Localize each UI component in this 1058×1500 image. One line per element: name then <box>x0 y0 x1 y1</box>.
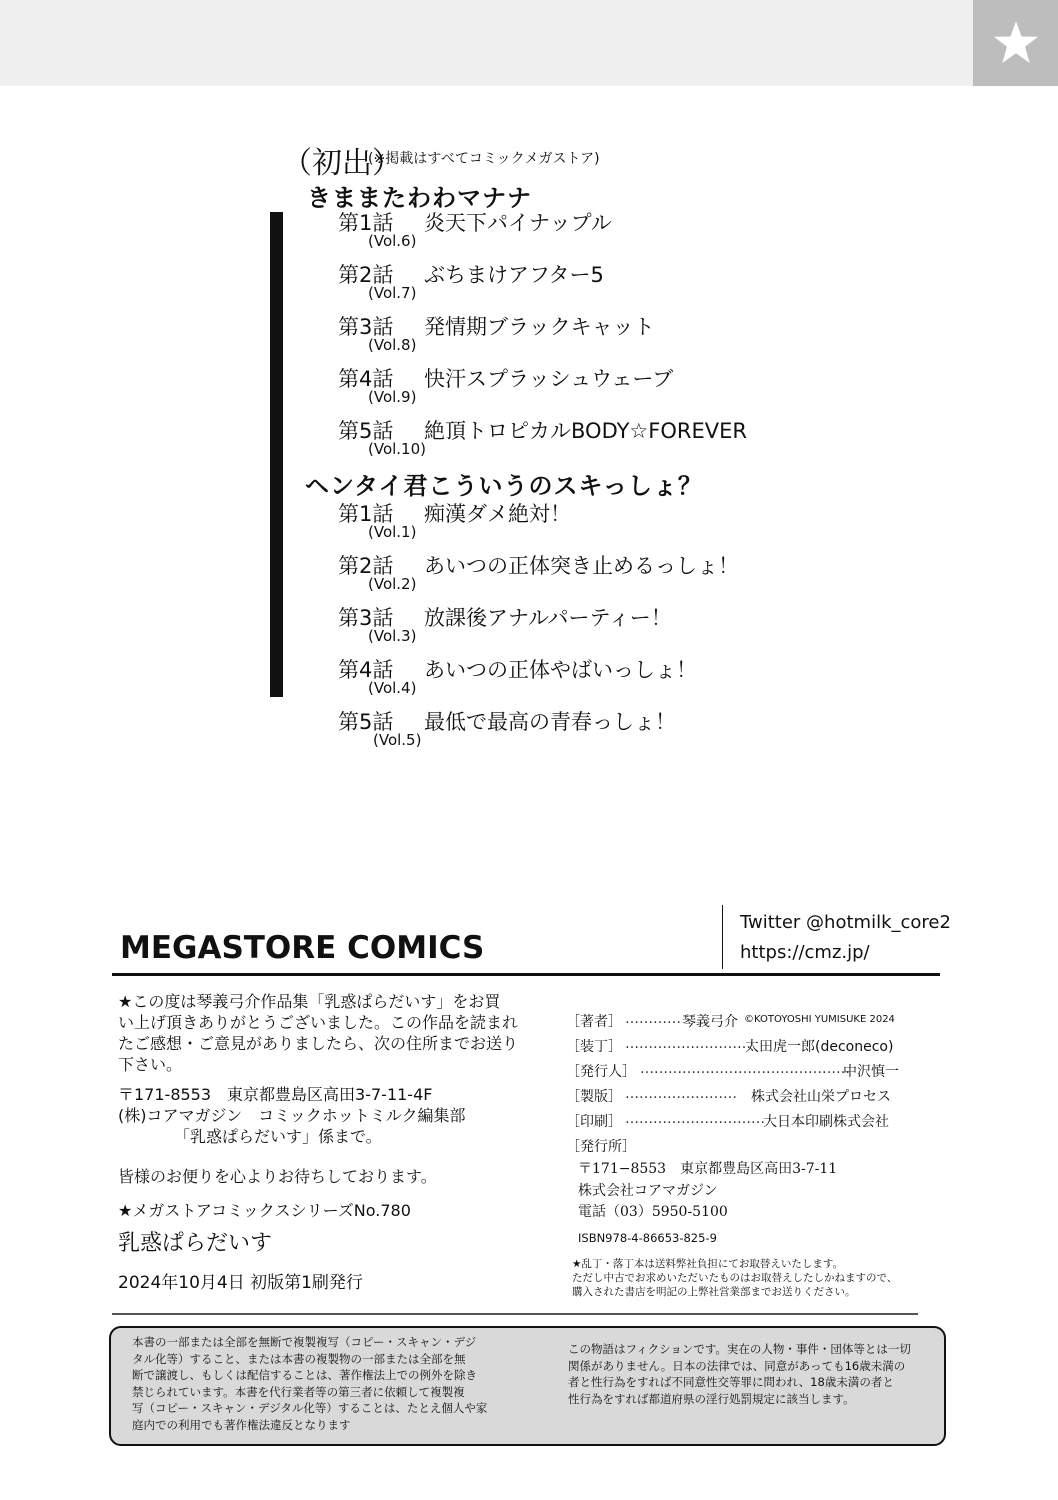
notice-line: 性行為をすれば都道府県の淫行処罰規定に該当します。 <box>568 1391 855 1406</box>
credit-dots: ………………………… <box>625 1111 765 1127</box>
episode-volume: (Vol.9) <box>368 388 417 406</box>
credit-value: 太田虎一郎(deconeco) <box>745 1039 894 1055</box>
episode-volume: (Vol.1) <box>368 523 417 541</box>
episode-title: 快汗スプラッシュウェーブ <box>424 367 674 391</box>
publish-date: 2024年10月4日 初版第1刷発行 <box>118 1273 363 1293</box>
waiting-message: 皆様のお便りを心よりお待ちしております。 <box>118 1167 437 1186</box>
notice-line: 本書の一部または全部を無断で複製複写（コピー・スキャン・デジ <box>132 1335 477 1349</box>
notice-line: 庭内での利用でも著作権法違反となります <box>132 1417 351 1432</box>
episode-number: 第3話 <box>338 606 394 630</box>
book-title: 乳惑ぱらだいす <box>118 1231 273 1256</box>
credit-label: ［著者］ <box>566 1014 622 1030</box>
credit-label: ［発行人］ <box>566 1064 636 1080</box>
exchange-note-line: ★乱丁・落丁本は送料弊社負担にてお取替えいたします。 <box>572 1258 844 1270</box>
address-line: 〒171-8553 東京都豊島区高田3-7-11-4F <box>118 1085 433 1104</box>
episode-title: 発情期ブラックキャット <box>424 315 655 339</box>
episode-title: 炎天下パイナップル <box>424 211 612 235</box>
series-title-1: きままたわわマナナ <box>307 184 532 212</box>
episode-number: 第3話 <box>338 315 394 339</box>
credit-label: ［印刷］ <box>566 1114 622 1130</box>
brand-divider <box>722 905 723 969</box>
colophon-bottom-rule <box>112 1313 918 1315</box>
credit-value: 琴義弓介 <box>682 1014 738 1030</box>
episode-title: 放課後アナルパーティー！ <box>424 606 672 630</box>
copyright-warning <box>132 1334 532 1433</box>
publisher-address: 〒171−8553 東京都豊島区高田3-7-11 <box>578 1161 838 1177</box>
publisher-label: ［発行所］ <box>566 1139 636 1155</box>
episode-number: 第1話 <box>338 502 394 526</box>
colophon-top-rule <box>112 973 940 976</box>
thanks-line: 下さい。 <box>118 1055 183 1074</box>
episode-volume: (Vol.7) <box>368 284 417 302</box>
episode-title: あいつの正体やばいっしょ！ <box>424 658 697 682</box>
credit-value: 大日本印刷株式会社 <box>763 1114 889 1130</box>
notice-line: 者と性行為をすれば不同意性交等罪に問われ、18歳未満の者と <box>568 1375 894 1389</box>
website-link[interactable]: https://cmz.jp/ <box>740 942 870 963</box>
episode-volume: (Vol.2) <box>368 575 417 593</box>
episode-number: 第5話 <box>338 419 394 443</box>
episode-volume: (Vol.6) <box>368 232 417 250</box>
notice-line: タル化等）すること、または本書の複製物の一部または全部を無 <box>132 1351 466 1366</box>
thanks-line: たご感想・ご意見がありましたら、次の住所までお送り <box>118 1034 519 1053</box>
notice-line: この物語はフィクションです。実在の人物・事件・団体等とは一切 <box>568 1342 911 1356</box>
notice-line: 断で譲渡し、もしくは配信することは、著作権法上での例外を除き <box>132 1368 477 1382</box>
star-icon <box>993 20 1039 64</box>
copyright-notice: ©KOTOYOSHI YUMISUKE 2024 <box>744 1014 895 1025</box>
credit-value: 中沢慎一 <box>843 1064 899 1080</box>
credit-dots: ……………………… <box>625 1036 751 1052</box>
episode-title: 絶頂トロピカルBODY☆FOREVER <box>424 419 747 443</box>
episode-number: 第5話 <box>338 710 394 734</box>
episode-volume: (Vol.4) <box>368 679 417 697</box>
episode-title: 痴漢ダメ絶対！ <box>424 502 571 526</box>
episode-number: 第4話 <box>338 658 394 682</box>
episode-volume: (Vol.5) <box>373 731 422 749</box>
toc-vertical-bar <box>270 212 283 697</box>
episode-title: あいつの正体突き止めるっしょ！ <box>424 554 739 578</box>
credit-dots: ……………………………………… <box>640 1061 850 1077</box>
notice-line: 写（コピー・スキャン・デジタル化等）することは、たとえ個人や家 <box>132 1401 488 1415</box>
isbn: ISBN978-4-86653-825-9 <box>578 1231 717 1245</box>
address-line: 「乳惑ぱらだいす」係まで。 <box>118 1127 382 1146</box>
publisher-company: 株式会社コアマガジン <box>578 1183 718 1199</box>
series-number: ★メガストアコミックスシリーズNo.780 <box>118 1201 411 1220</box>
episode-number: 第4話 <box>338 367 394 391</box>
fiction-disclaimer <box>568 1341 928 1407</box>
top-band <box>0 0 1058 86</box>
notice-line: 禁じられています。本書を代行業者等の第三者に依頼して複製複 <box>132 1384 465 1399</box>
first-appearance-title: （初出） <box>282 146 402 181</box>
episode-number: 第2話 <box>338 554 394 578</box>
exchange-note-line: 購入された書店を明記の上弊社営業部までお送りください。 <box>572 1286 856 1298</box>
episode-volume: (Vol.10) <box>368 440 427 458</box>
credit-label: ［製版］ <box>566 1089 622 1105</box>
thanks-line: ★この度は琴義弓介作品集「乳惑ぱらだいす」をお買 <box>118 992 501 1011</box>
credit-dots: …………………… <box>625 1086 737 1102</box>
thanks-line: い上げ頂きありがとうございました。この作品を読まれ <box>118 1013 519 1032</box>
credit-value: 株式会社山栄プロセス <box>751 1089 891 1105</box>
episode-title: ぶちまけアフター5 <box>424 263 604 287</box>
episode-volume: (Vol.8) <box>368 336 417 354</box>
episode-title: 最低で最高の青春っしょ！ <box>424 710 676 734</box>
twitter-handle[interactable]: Twitter @hotmilk_core2 <box>740 912 951 933</box>
episode-number: 第2話 <box>338 263 394 287</box>
publisher-phone: 電話（03）5950-5100 <box>578 1204 728 1220</box>
address-line: (株)コアマガジン コミックホットミルク編集部 <box>118 1106 466 1125</box>
episode-volume: (Vol.3) <box>368 627 417 645</box>
credit-label: ［装丁］ <box>566 1039 622 1055</box>
megastore-comics-logo: MEGASTORE COMICS <box>120 930 485 966</box>
corner-star-box <box>973 0 1058 86</box>
series-title-2: ヘンタイ君こういうのスキっしょ？ <box>305 472 703 500</box>
episode-number: 第1話 <box>338 211 394 235</box>
notice-line: 関係がありません。日本の法律では、同意があっても16歳未満の <box>568 1358 906 1373</box>
exchange-note-line: ただし中古でお求めいただいたものはお取替えしたしかねますので、 <box>572 1272 898 1284</box>
credit-dots: ………… <box>625 1011 681 1027</box>
first-appearance-note: (※掲載はすべてコミックメガストア) <box>368 151 600 167</box>
